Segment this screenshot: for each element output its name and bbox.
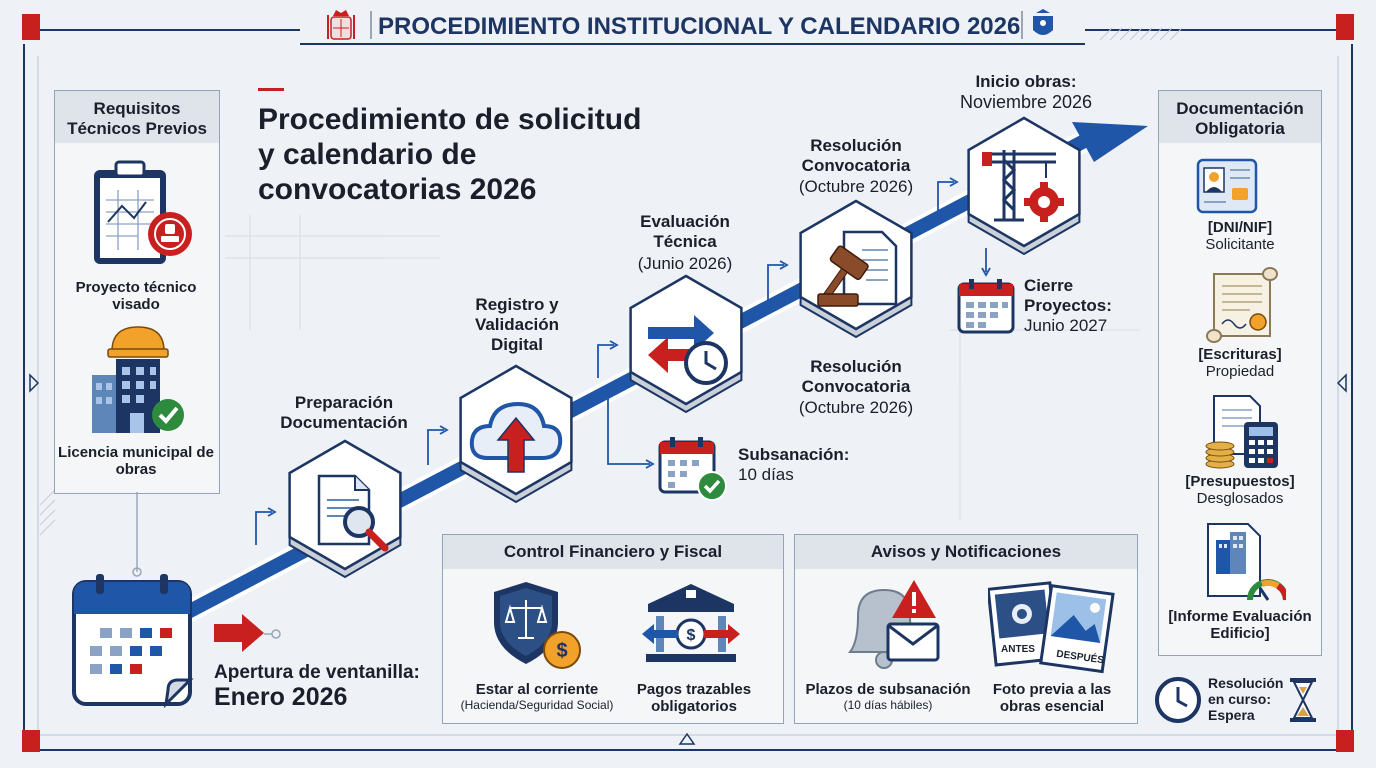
step-2-title: Registro y Validación Digital: [474, 295, 560, 354]
document-sub-2: Propiedad: [1205, 363, 1275, 380]
budget-calculator-icon: [1202, 392, 1282, 472]
bank-transfer-icon: [636, 578, 746, 672]
financial-panel-title: Control Financiero y Fiscal: [443, 535, 783, 569]
photo-tag-after: DESPUÉS: [1055, 648, 1105, 667]
financial-label-2: Pagos trazables obligatorios: [636, 681, 752, 716]
document-title-3: [Presupuestos]: [1185, 473, 1295, 490]
building-report-icon: [1202, 522, 1286, 602]
calendar-check-icon: [656, 436, 730, 504]
before-after-photos-icon: [988, 580, 1118, 676]
document-sub-1: Solicitante: [1205, 236, 1275, 253]
start-label: Apertura de ventanilla:: [214, 662, 420, 683]
header-title: PROCEDIMIENTO INSTITUCIONAL Y CALENDARIO 2026: [378, 13, 1021, 40]
requirement-label-1: Proyecto técnico visado: [75, 279, 197, 314]
notices-label-2: Foto previa a las obras esencial: [992, 681, 1112, 716]
shield-scales-icon: [488, 578, 584, 674]
document-sub-3: Desglosados: [1196, 490, 1284, 507]
cierre-title: Cierre Proyectos:: [1024, 276, 1112, 315]
subsanacion-detail: 10 días: [738, 465, 794, 484]
deed-scroll-icon: [1200, 264, 1282, 346]
cierre-date: Junio 2027: [1024, 316, 1108, 335]
resolution-repeat-title: Resolución Convocatoria: [801, 357, 911, 396]
step-1-title: Preparación Documentación: [280, 393, 408, 432]
step-4-date: (Octubre 2026): [798, 177, 914, 196]
financial-label-1: Estar al corriente: [475, 681, 599, 698]
subsanacion-title: Subsanación:: [738, 445, 850, 464]
bell-warning-icon: [836, 576, 946, 674]
main-title: Procedimiento de solicitud y calendario de convocatorias 2026: [258, 103, 642, 206]
svg-text:$: $: [556, 640, 568, 662]
notices-panel-title: Avisos y Notificaciones: [795, 535, 1137, 569]
step-5-title: Inicio obras:: [975, 72, 1077, 91]
id-card-icon: [1196, 158, 1258, 214]
document-title-4: [Informe Evaluación Edificio]: [1168, 608, 1312, 643]
step-4-title: Resolución Convocatoria: [801, 136, 911, 175]
step-5-date: Noviembre 2026: [959, 92, 1093, 112]
document-title-1: [DNI/NIF]: [1207, 219, 1273, 236]
svg-text:$: $: [686, 627, 696, 644]
notices-label-1: Plazos de subsanación: [805, 681, 971, 698]
document-title-2: [Escrituras]: [1198, 346, 1282, 363]
step-3-title: Evaluación Técnica: [640, 212, 730, 251]
documents-panel-title: Documentación Obligatoria: [1159, 91, 1321, 143]
resolution-repeat-date: (Octubre 2026): [798, 398, 914, 417]
requirement-label-2: Licencia municipal de obras: [58, 444, 214, 479]
photo-tag-before: ANTES: [1001, 644, 1035, 655]
cierre-calendar-icon: [956, 278, 1018, 336]
clock-icon: [1154, 676, 1202, 724]
step-3-date: (Junio 2026): [637, 254, 733, 273]
notices-sub-1: (10 días hábiles): [843, 698, 933, 712]
financial-sub-1: (Hacienda/Seguridad Social): [460, 698, 614, 712]
requirements-panel-title: Requisitos Técnicos Previos: [55, 91, 219, 143]
status-label: Resolución en curso: Espera: [1208, 675, 1284, 723]
hourglass-icon: [1288, 676, 1318, 724]
start-date: Enero 2026: [214, 683, 348, 711]
